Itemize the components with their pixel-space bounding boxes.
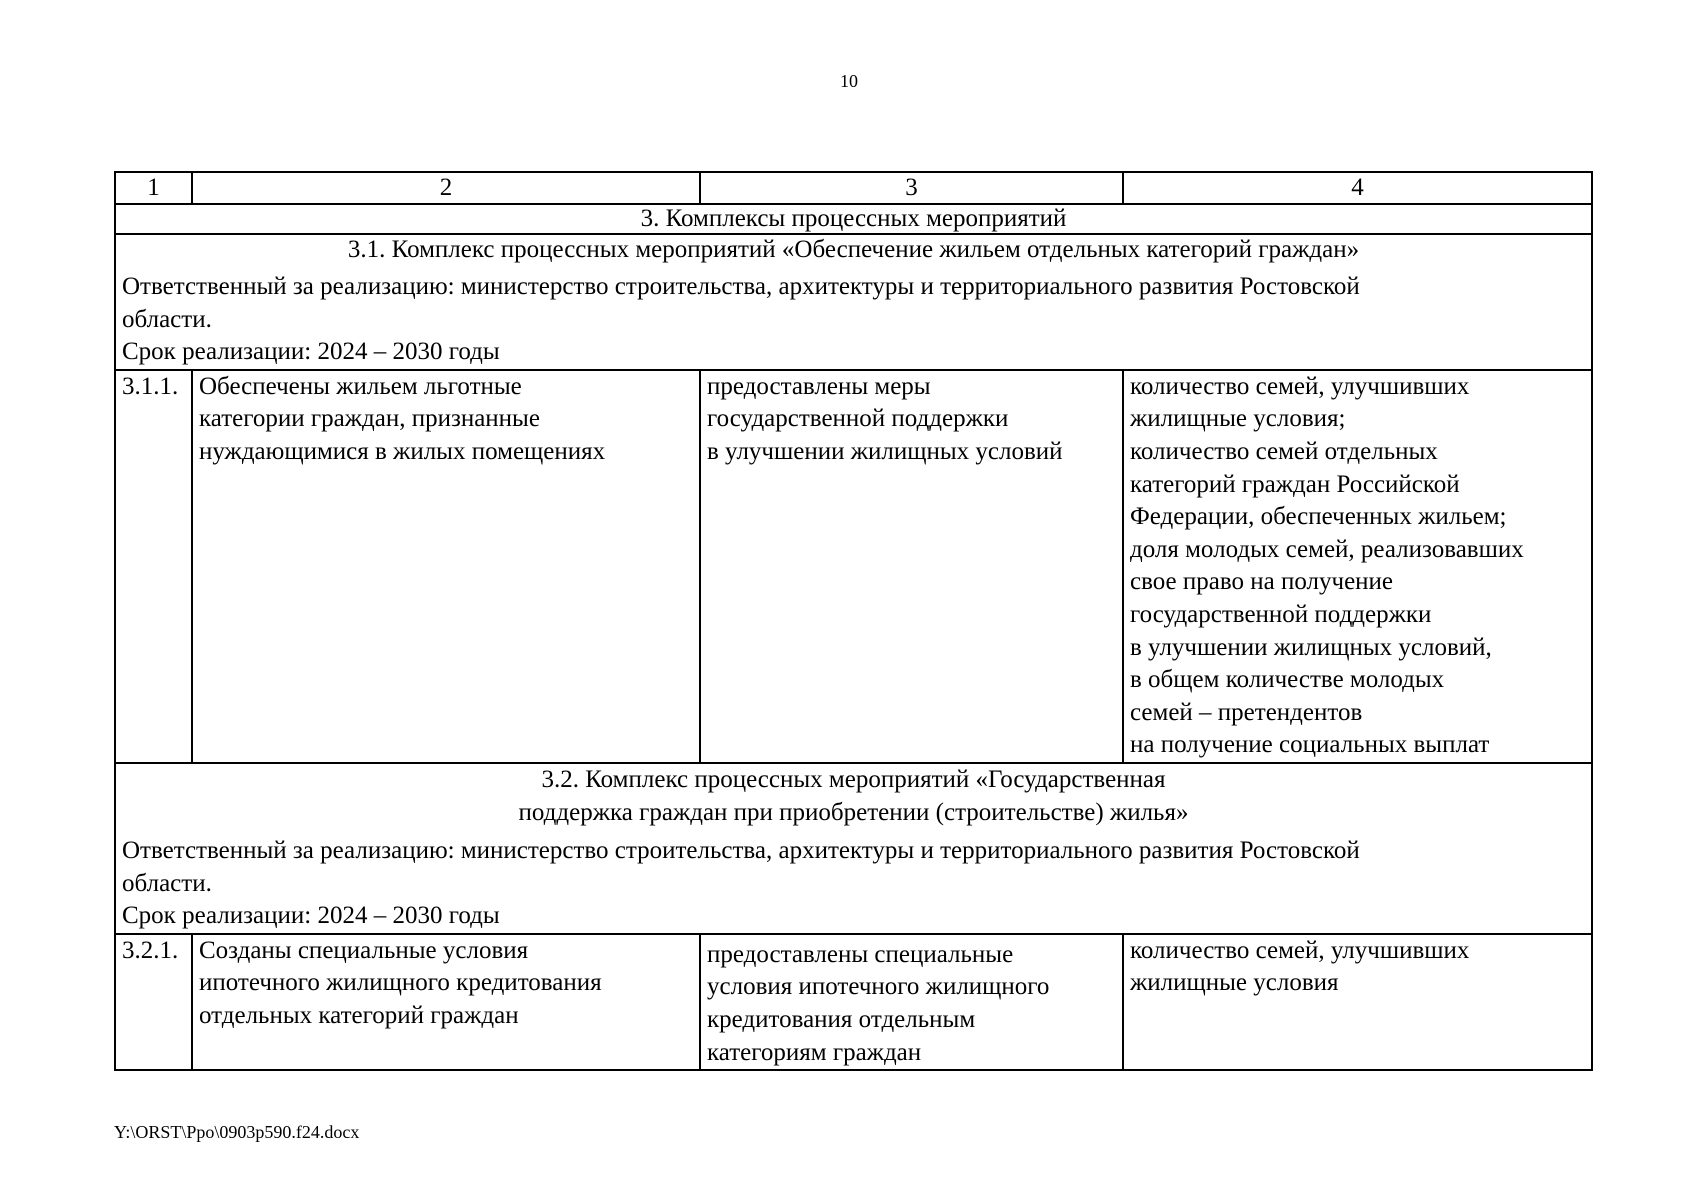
effect-cell: [700, 370, 1123, 763]
effect-line: предоставлены меры: [707, 372, 931, 400]
task-cell: [192, 370, 700, 763]
effect-line: категориям граждан: [707, 1038, 922, 1066]
column-header-4: 4: [1123, 172, 1592, 204]
responsible-line: Ответственный за реализацию: министерство строительства, архитектуры и территориального развития Ростовской: [122, 273, 1360, 300]
column-header-2: 2: [192, 172, 700, 204]
responsible-line: области.: [122, 869, 212, 897]
indicator-line: количество семей отдельных: [1130, 437, 1438, 465]
complex-responsible: [122, 835, 1585, 900]
indicator-line: свое право на получение: [1130, 568, 1394, 596]
effect-line: условия ипотечного жилищного: [707, 973, 1050, 1001]
indicator-line: государственной поддержки: [1130, 600, 1432, 628]
row-number: 3.1.1.: [115, 370, 192, 763]
responsible-line: области.: [122, 305, 212, 333]
responsible-line: Ответственный за реализацию: министерство строительства, архитектуры и территориального развития Ростовской: [122, 837, 1360, 865]
indicator-line: на получение социальных выплат: [1130, 731, 1490, 759]
indicator-line: Федерации, обеспеченных жильем;: [1130, 503, 1507, 531]
table-row: [115, 934, 1592, 1070]
indicator-line: семей – претендентов: [1130, 698, 1363, 726]
complex-info-3-2: [115, 763, 1592, 934]
complex-info-row: [115, 234, 1592, 370]
task-line: нуждающимися в жилых помещениях: [199, 437, 606, 465]
effect-line: в улучшении жилищных условий: [707, 437, 1063, 465]
task-line: Созданы специальные условия: [199, 936, 529, 964]
task-line: Обеспечены жильем льготные: [199, 372, 522, 400]
column-header-3: 3: [700, 172, 1123, 204]
indicator-line: жилищные условия;: [1130, 405, 1346, 433]
complex-info-3-1: [115, 234, 1592, 370]
complex-title-line: поддержка граждан при приобретении (строительстве) жилья»: [518, 798, 1189, 826]
complex-title: [122, 764, 1585, 829]
task-line: категории граждан, признанные: [199, 405, 540, 433]
table-row: [115, 370, 1592, 763]
indicator-line: жилищные условия: [1130, 969, 1339, 997]
indicator-line: количество семей, улучшивших: [1130, 372, 1470, 400]
complex-title: 3.1. Комплекс процессных мероприятий «Обеспечение жильем отдельных категорий граждан»: [347, 236, 1360, 263]
effect-cell: [700, 934, 1123, 1070]
section-title: 3. Комплексы процессных мероприятий: [115, 204, 1592, 234]
footer-file-path: Y:\ORST\Ppo\0903p590.f24.docx: [114, 1122, 360, 1142]
complex-title-line: 3.2. Комплекс процессных мероприятий «Государственная: [541, 765, 1166, 793]
indicator-line: доля молодых семей, реализовавших: [1130, 535, 1524, 563]
indicator-line: категорий граждан Российской: [1130, 470, 1460, 498]
indicator-line: в общем количестве молодых: [1130, 666, 1445, 694]
indicator-line: в улучшении жилищных условий,: [1130, 633, 1492, 661]
row-number: 3.2.1.: [115, 934, 192, 1070]
complex-term: Срок реализации: 2024 – 2030 годы: [122, 902, 500, 930]
complex-responsible: [122, 271, 1585, 336]
task-line: ипотечного жилищного кредитования: [199, 969, 602, 997]
indicator-cell: [1123, 370, 1592, 763]
complex-term: Срок реализации: 2024 – 2030 годы: [122, 338, 500, 366]
complex-info-row: [115, 763, 1592, 934]
table-header-row: [115, 172, 1592, 204]
page-number: 10: [840, 71, 858, 91]
task-line: отдельных категорий граждан: [199, 1002, 519, 1030]
effect-line: кредитования отдельным: [707, 1006, 976, 1034]
indicator-line: количество семей, улучшивших: [1130, 936, 1470, 964]
section-title-row: [115, 204, 1592, 234]
column-header-1: 1: [115, 172, 192, 204]
effect-line: государственной поддержки: [707, 405, 1009, 433]
task-cell: [192, 934, 700, 1070]
effect-line: предоставлены специальные: [707, 940, 1014, 968]
measures-table: [114, 171, 1593, 1071]
indicator-cell: [1123, 934, 1592, 1070]
